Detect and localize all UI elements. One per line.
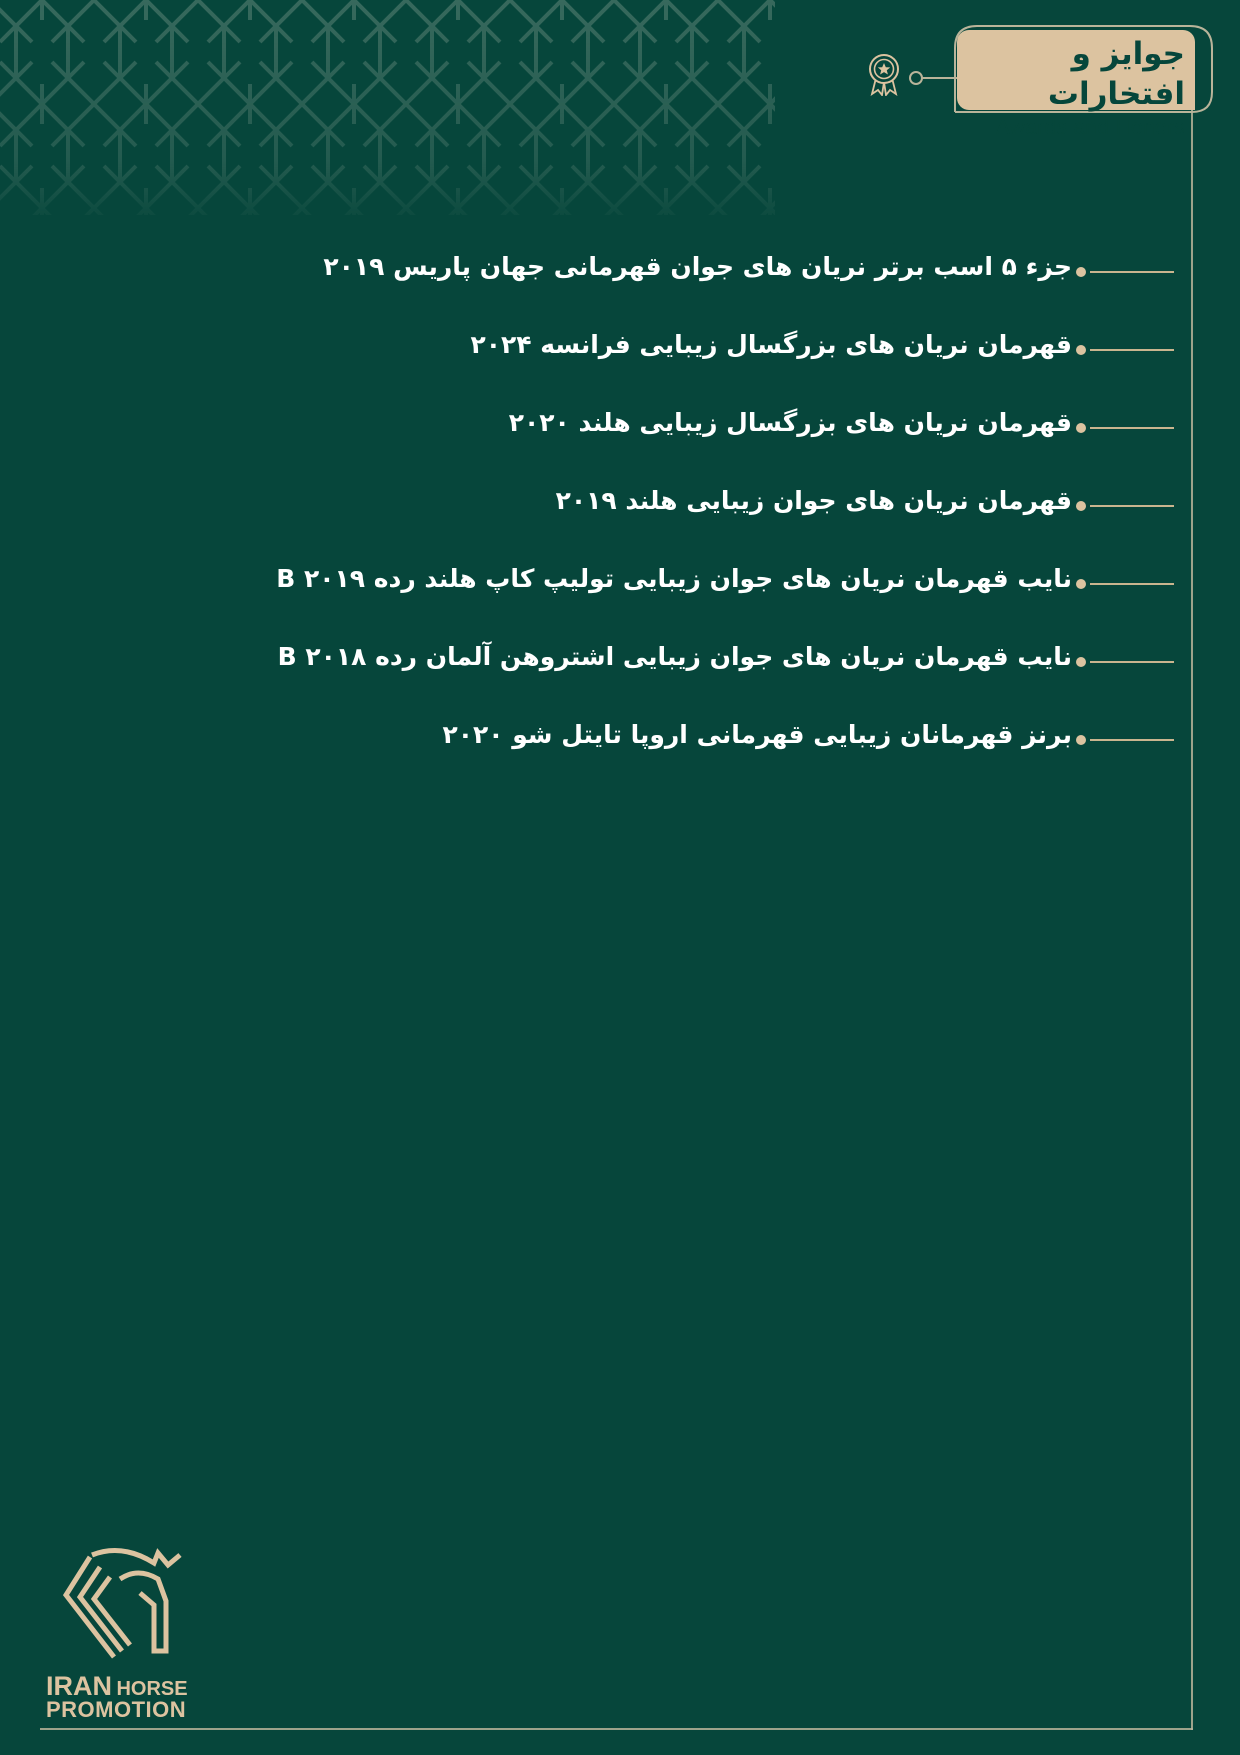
bullet-dot-icon: [1076, 267, 1086, 277]
award-divider-line: [1090, 739, 1174, 741]
bullet-dot-icon: [1076, 657, 1086, 667]
bullet-dot-icon: [1076, 501, 1086, 511]
section-title-en: Awards and Honors: [995, 116, 1185, 139]
section-title-badge: [957, 30, 1195, 139]
logo-text-promotion: PROMOTION: [46, 1697, 187, 1722]
bullet-dot-icon: [1076, 423, 1086, 433]
award-text: برنز قهرمانان زیبایی قهرمانی اروپا تایتل شو ۲۰۲۰: [442, 720, 1072, 749]
award-item: [280, 401, 1180, 479]
bullet-dot-icon: [1076, 579, 1086, 589]
award-item: [280, 713, 1180, 791]
section-title-fa: جوایز و افتخارات: [1047, 36, 1185, 112]
awards-list: [276, 245, 1180, 791]
award-item: [276, 557, 1180, 635]
bullet-dot-icon: [1076, 345, 1086, 355]
horse-head-logo-icon: [62, 1545, 182, 1665]
award-item: [280, 245, 1180, 323]
award-text: نایب قهرمان نریان های جوان زیبایی اشتروهن آلمان رده B ۲۰۱۸: [277, 642, 1072, 671]
brand-logo: [44, 1545, 204, 1725]
award-divider-line: [1090, 583, 1174, 585]
award-divider-line: [1090, 349, 1174, 351]
award-divider-line: [1090, 661, 1174, 663]
award-text: نایب قهرمان نریان های جوان زیبایی تولیپ کاپ هلند رده B ۲۰۱۹: [276, 564, 1072, 593]
decorative-pattern: [0, 0, 775, 215]
logo-text-iran: IRAN: [46, 1671, 112, 1701]
award-item: [280, 479, 1180, 557]
award-text: قهرمان نریان های بزرگسال زیبایی فرانسه ۲۰۲۴: [470, 330, 1072, 359]
bullet-dot-icon: [1076, 735, 1086, 745]
frame-right-border: [1191, 110, 1193, 1730]
award-divider-line: [1090, 271, 1174, 273]
award-text: قهرمان نریان های بزرگسال زیبایی هلند ۲۰۲۰: [508, 408, 1072, 437]
award-divider-line: [1090, 505, 1174, 507]
frame-bottom-border: [40, 1728, 1193, 1730]
award-item: [277, 635, 1180, 713]
award-item: [280, 323, 1180, 401]
logo-text-horse: HORSE: [116, 1678, 188, 1700]
award-divider-line: [1090, 427, 1174, 429]
award-text: قهرمان نریان های جوان زیبایی هلند ۲۰۱۹: [555, 486, 1072, 515]
award-medal-icon: [866, 52, 902, 96]
award-text: جزء ۵ اسب برتر نریان های جوان قهرمانی جهان پاریس ۲۰۱۹: [323, 252, 1072, 281]
